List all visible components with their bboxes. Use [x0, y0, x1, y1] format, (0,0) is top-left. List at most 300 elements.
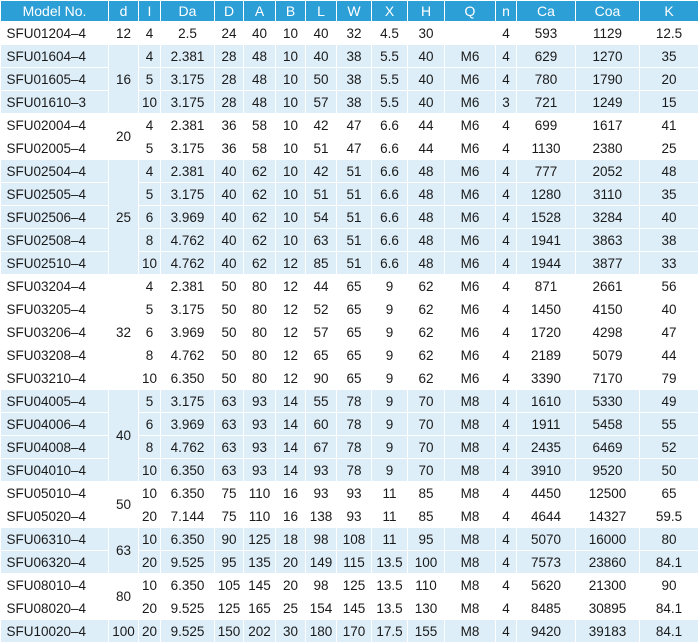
table-cell: [445, 22, 496, 45]
table-cell: 10: [276, 206, 306, 229]
table-cell: 40: [215, 183, 244, 206]
table-cell: 79: [640, 367, 698, 390]
diameter-cell: 25: [109, 160, 139, 275]
table-row: [1, 482, 698, 505]
table-cell: 1129: [576, 22, 640, 45]
table-cell: 2435: [517, 436, 576, 459]
table-cell: 3.175: [161, 298, 215, 321]
table-row: [1, 597, 698, 620]
table-cell: 40: [244, 22, 276, 45]
column-header: Coa: [576, 1, 640, 22]
table-cell: 38: [640, 229, 698, 252]
table-cell: 3.175: [161, 390, 215, 413]
table-cell: 6.6: [372, 114, 408, 137]
table-cell: 58: [244, 114, 276, 137]
model-number-cell: SFU04005–4: [1, 390, 109, 413]
table-cell: 65: [337, 298, 372, 321]
table-cell: 4: [496, 413, 517, 436]
table-cell: 3.969: [161, 413, 215, 436]
table-cell: 1790: [576, 68, 640, 91]
table-cell: 21300: [576, 574, 640, 597]
table-cell: 4.762: [161, 344, 215, 367]
table-cell: 48: [244, 91, 276, 114]
table-cell: 9520: [576, 459, 640, 482]
table-cell: 62: [408, 344, 445, 367]
table-cell: 6: [139, 206, 161, 229]
table-cell: 20: [139, 620, 161, 643]
table-cell: 149: [306, 551, 337, 574]
table-cell: 5458: [576, 413, 640, 436]
table-row: [1, 321, 698, 344]
table-cell: 48: [408, 206, 445, 229]
table-cell: 6.6: [372, 229, 408, 252]
table-cell: 9420: [517, 620, 576, 643]
table-cell: 4: [139, 45, 161, 68]
table-cell: 4: [496, 252, 517, 275]
table-cell: 4: [496, 229, 517, 252]
table-cell: 47: [337, 114, 372, 137]
table-cell: 51: [306, 137, 337, 160]
table-cell: M6: [445, 206, 496, 229]
diameter-cell: 12: [109, 22, 139, 45]
table-cell: 5: [139, 298, 161, 321]
table-cell: 24: [215, 22, 244, 45]
table-cell: 125: [337, 574, 372, 597]
table-cell: 1528: [517, 206, 576, 229]
table-cell: 20: [139, 597, 161, 620]
table-cell: 105: [215, 574, 244, 597]
table-cell: 4: [496, 183, 517, 206]
table-cell: 51: [306, 183, 337, 206]
table-cell: 20: [139, 505, 161, 528]
table-cell: 44: [408, 114, 445, 137]
table-row: [1, 22, 698, 45]
table-cell: 56: [640, 275, 698, 298]
table-cell: 4.762: [161, 229, 215, 252]
table-cell: 48: [244, 45, 276, 68]
table-cell: 1450: [517, 298, 576, 321]
table-cell: 7170: [576, 367, 640, 390]
table-cell: 44: [306, 275, 337, 298]
table-cell: 95: [215, 551, 244, 574]
table-cell: 10: [276, 68, 306, 91]
header-row: [1, 1, 698, 22]
table-cell: 14: [276, 390, 306, 413]
table-cell: 50: [306, 68, 337, 91]
model-number-cell: SFU02505–4: [1, 183, 109, 206]
table-cell: 4: [496, 321, 517, 344]
table-cell: 130: [408, 597, 445, 620]
table-cell: 48: [408, 160, 445, 183]
table-cell: 5330: [576, 390, 640, 413]
table-cell: 11: [372, 505, 408, 528]
table-row: [1, 413, 698, 436]
table-cell: 32: [337, 22, 372, 45]
table-cell: 16: [276, 482, 306, 505]
table-cell: 699: [517, 114, 576, 137]
table-cell: 3284: [576, 206, 640, 229]
table-cell: 38: [337, 91, 372, 114]
table-cell: 95: [408, 528, 445, 551]
table-cell: M6: [445, 114, 496, 137]
table-cell: 42: [306, 160, 337, 183]
table-cell: M8: [445, 390, 496, 413]
model-number-cell: SFU02004–4: [1, 114, 109, 137]
table-cell: 115: [337, 551, 372, 574]
table-cell: 60: [306, 413, 337, 436]
table-cell: 871: [517, 275, 576, 298]
table-cell: 28: [215, 68, 244, 91]
table-cell: 93: [337, 505, 372, 528]
model-number-cell: SFU03204–4: [1, 275, 109, 298]
table-cell: 202: [244, 620, 276, 643]
table-cell: 14327: [576, 505, 640, 528]
table-cell: 20: [276, 574, 306, 597]
table-cell: 6.350: [161, 482, 215, 505]
model-number-cell: SFU06310–4: [1, 528, 109, 551]
table-cell: 85: [408, 482, 445, 505]
table-cell: 35: [640, 183, 698, 206]
table-cell: 62: [244, 183, 276, 206]
model-number-cell: SFU03210–4: [1, 367, 109, 390]
table-cell: 155: [408, 620, 445, 643]
model-number-cell: SFU03205–4: [1, 298, 109, 321]
table-row: [1, 252, 698, 275]
model-number-cell: SFU02005–4: [1, 137, 109, 160]
diameter-cell: 50: [109, 482, 139, 528]
table-cell: 2380: [576, 137, 640, 160]
table-cell: 67: [306, 436, 337, 459]
table-cell: M8: [445, 574, 496, 597]
table-row: [1, 298, 698, 321]
table-cell: 40: [408, 45, 445, 68]
table-cell: 8: [139, 344, 161, 367]
table-cell: 3390: [517, 367, 576, 390]
table-cell: M8: [445, 436, 496, 459]
table-row: [1, 436, 698, 459]
table-cell: 9: [372, 275, 408, 298]
table-cell: 20: [276, 551, 306, 574]
table-cell: 55: [640, 413, 698, 436]
table-cell: 80: [244, 275, 276, 298]
model-number-cell: SFU01610–3: [1, 91, 109, 114]
table-cell: 85: [306, 252, 337, 275]
table-cell: 110: [244, 482, 276, 505]
table-cell: 54: [306, 206, 337, 229]
table-cell: 4: [496, 459, 517, 482]
table-cell: 8485: [517, 597, 576, 620]
table-cell: 5070: [517, 528, 576, 551]
table-cell: 3: [496, 91, 517, 114]
column-header: L: [306, 1, 337, 22]
table-cell: 14: [276, 436, 306, 459]
model-number-cell: SFU02506–4: [1, 206, 109, 229]
table-cell: 55: [306, 390, 337, 413]
table-cell: 10: [139, 367, 161, 390]
table-cell: 52: [306, 298, 337, 321]
column-header: D: [215, 1, 244, 22]
table-row: [1, 91, 698, 114]
table-cell: 4.762: [161, 436, 215, 459]
table-header: [1, 1, 698, 22]
table-cell: 50: [215, 321, 244, 344]
table-cell: 4: [496, 574, 517, 597]
table-cell: 3.175: [161, 68, 215, 91]
table-cell: 90: [215, 528, 244, 551]
table-cell: 11: [372, 482, 408, 505]
column-header: W: [337, 1, 372, 22]
table-row: [1, 68, 698, 91]
table-cell: 51: [337, 183, 372, 206]
table-cell: 1270: [576, 45, 640, 68]
column-header: Da: [161, 1, 215, 22]
table-cell: 2.381: [161, 45, 215, 68]
table-cell: 7573: [517, 551, 576, 574]
table-cell: M6: [445, 321, 496, 344]
table-cell: 12: [276, 344, 306, 367]
column-header: d: [109, 1, 139, 22]
table-cell: 40: [640, 206, 698, 229]
table-cell: 9: [372, 344, 408, 367]
table-cell: 65: [306, 344, 337, 367]
table-cell: 4: [496, 160, 517, 183]
table-cell: 1911: [517, 413, 576, 436]
table-cell: 4450: [517, 482, 576, 505]
table-cell: 2.381: [161, 275, 215, 298]
model-number-cell: SFU02508–4: [1, 229, 109, 252]
table-cell: M6: [445, 344, 496, 367]
table-cell: 30: [408, 22, 445, 45]
model-number-cell: SFU04006–4: [1, 413, 109, 436]
table-cell: 4: [496, 275, 517, 298]
table-cell: 110: [408, 574, 445, 597]
table-cell: 13.5: [372, 597, 408, 620]
table-cell: 48: [244, 68, 276, 91]
table-cell: 62: [408, 275, 445, 298]
diameter-cell: 32: [109, 275, 139, 390]
table-cell: 1720: [517, 321, 576, 344]
diameter-cell: 80: [109, 574, 139, 620]
table-cell: 4: [139, 275, 161, 298]
column-header: n: [496, 1, 517, 22]
table-cell: 6.350: [161, 528, 215, 551]
table-cell: 6.6: [372, 252, 408, 275]
table-cell: 62: [408, 321, 445, 344]
table-cell: M8: [445, 459, 496, 482]
table-cell: 38: [337, 45, 372, 68]
table-cell: 48: [408, 229, 445, 252]
table-row: [1, 275, 698, 298]
table-cell: 70: [408, 413, 445, 436]
table-cell: 98: [306, 528, 337, 551]
table-cell: 80: [244, 344, 276, 367]
table-cell: 170: [337, 620, 372, 643]
table-cell: 5.5: [372, 45, 408, 68]
table-cell: 38: [337, 68, 372, 91]
table-cell: 4: [139, 160, 161, 183]
model-number-cell: SFU03208–4: [1, 344, 109, 367]
table-cell: M8: [445, 620, 496, 643]
table-cell: 10: [139, 528, 161, 551]
table-cell: 4: [496, 436, 517, 459]
table-cell: 6.6: [372, 206, 408, 229]
table-cell: 10: [139, 91, 161, 114]
table-cell: 110: [244, 505, 276, 528]
table-cell: 4: [496, 551, 517, 574]
table-cell: 4: [496, 298, 517, 321]
table-cell: 70: [408, 459, 445, 482]
table-cell: 593: [517, 22, 576, 45]
table-cell: 93: [306, 459, 337, 482]
table-cell: 1249: [576, 91, 640, 114]
table-cell: 84.1: [640, 620, 698, 643]
table-cell: M6: [445, 45, 496, 68]
column-header: X: [372, 1, 408, 22]
table-cell: 63: [215, 436, 244, 459]
table-cell: 8: [139, 229, 161, 252]
table-cell: 44: [408, 137, 445, 160]
table-row: [1, 344, 698, 367]
table-cell: 40: [640, 298, 698, 321]
table-cell: 10: [276, 22, 306, 45]
table-cell: M6: [445, 275, 496, 298]
table-cell: 3.175: [161, 183, 215, 206]
table-cell: 1130: [517, 137, 576, 160]
table-row: [1, 206, 698, 229]
table-cell: 93: [244, 436, 276, 459]
table-cell: 14: [276, 459, 306, 482]
diameter-cell: 16: [109, 45, 139, 114]
table-cell: 4: [496, 68, 517, 91]
column-header: I: [139, 1, 161, 22]
table-cell: 33: [640, 252, 698, 275]
model-number-cell: SFU01604–4: [1, 45, 109, 68]
table-cell: M8: [445, 528, 496, 551]
table-cell: 2661: [576, 275, 640, 298]
table-cell: 40: [408, 68, 445, 91]
table-cell: 40: [408, 91, 445, 114]
model-number-cell: SFU03206–4: [1, 321, 109, 344]
table-cell: 4150: [576, 298, 640, 321]
table-cell: 9: [372, 321, 408, 344]
table-cell: 13.5: [372, 574, 408, 597]
table-cell: 1280: [517, 183, 576, 206]
table-cell: 2.5: [161, 22, 215, 45]
table-cell: 75: [215, 482, 244, 505]
table-cell: 12: [276, 321, 306, 344]
table-cell: 65: [337, 344, 372, 367]
table-cell: 42: [306, 114, 337, 137]
table-cell: 4: [496, 528, 517, 551]
table-cell: 84.1: [640, 597, 698, 620]
table-cell: 49: [640, 390, 698, 413]
table-cell: 4: [496, 620, 517, 643]
table-cell: 9: [372, 390, 408, 413]
table-cell: 12500: [576, 482, 640, 505]
table-cell: 78: [337, 436, 372, 459]
table-cell: 4: [496, 114, 517, 137]
table-cell: 48: [408, 183, 445, 206]
table-cell: 84.1: [640, 551, 698, 574]
table-cell: 138: [306, 505, 337, 528]
table-cell: 62: [244, 252, 276, 275]
table-cell: 10: [276, 114, 306, 137]
table-row: [1, 551, 698, 574]
table-cell: 17.5: [372, 620, 408, 643]
table-row: [1, 137, 698, 160]
table-cell: 20: [640, 68, 698, 91]
table-cell: 9: [372, 298, 408, 321]
table-cell: 5.5: [372, 91, 408, 114]
table-cell: M8: [445, 482, 496, 505]
table-cell: 25: [276, 597, 306, 620]
table-cell: 4: [496, 597, 517, 620]
table-cell: 20: [139, 551, 161, 574]
table-cell: 4: [496, 390, 517, 413]
table-cell: 4: [139, 22, 161, 45]
column-header: K: [640, 1, 698, 22]
table-cell: 65: [337, 321, 372, 344]
table-cell: 5: [139, 390, 161, 413]
table-cell: 629: [517, 45, 576, 68]
table-row: [1, 459, 698, 482]
table-cell: 93: [337, 482, 372, 505]
table-cell: 63: [215, 413, 244, 436]
table-cell: 50: [640, 459, 698, 482]
table-cell: 80: [244, 321, 276, 344]
table-cell: 47: [640, 321, 698, 344]
model-number-cell: SFU08010–4: [1, 574, 109, 597]
table-cell: 8: [139, 436, 161, 459]
table-cell: 5: [139, 183, 161, 206]
table-cell: 35: [640, 45, 698, 68]
table-cell: M6: [445, 229, 496, 252]
table-cell: 9.525: [161, 620, 215, 643]
table-cell: 6: [139, 413, 161, 436]
table-cell: 78: [337, 390, 372, 413]
table-row: [1, 390, 698, 413]
table-cell: 65: [337, 275, 372, 298]
table-cell: 78: [337, 459, 372, 482]
table-cell: 40: [215, 252, 244, 275]
table-cell: 70: [408, 390, 445, 413]
table-cell: 6.350: [161, 574, 215, 597]
table-cell: M6: [445, 137, 496, 160]
table-cell: 25: [640, 137, 698, 160]
table-cell: 59.5: [640, 505, 698, 528]
diameter-cell: 63: [109, 528, 139, 574]
table-cell: 10: [276, 91, 306, 114]
table-cell: 9: [372, 459, 408, 482]
table-cell: M8: [445, 551, 496, 574]
table-cell: 180: [306, 620, 337, 643]
table-cell: 13.5: [372, 551, 408, 574]
table-cell: 58: [244, 137, 276, 160]
table-cell: 2189: [517, 344, 576, 367]
table-cell: 51: [337, 252, 372, 275]
table-cell: 3863: [576, 229, 640, 252]
table-cell: 57: [306, 91, 337, 114]
table-cell: 6.350: [161, 459, 215, 482]
table-cell: 1941: [517, 229, 576, 252]
table-cell: 10: [276, 45, 306, 68]
diameter-cell: 100: [109, 620, 139, 643]
table-cell: 2.381: [161, 160, 215, 183]
table-cell: 80: [244, 298, 276, 321]
table-cell: 63: [215, 459, 244, 482]
table-cell: 62: [244, 229, 276, 252]
table-cell: 3.969: [161, 321, 215, 344]
